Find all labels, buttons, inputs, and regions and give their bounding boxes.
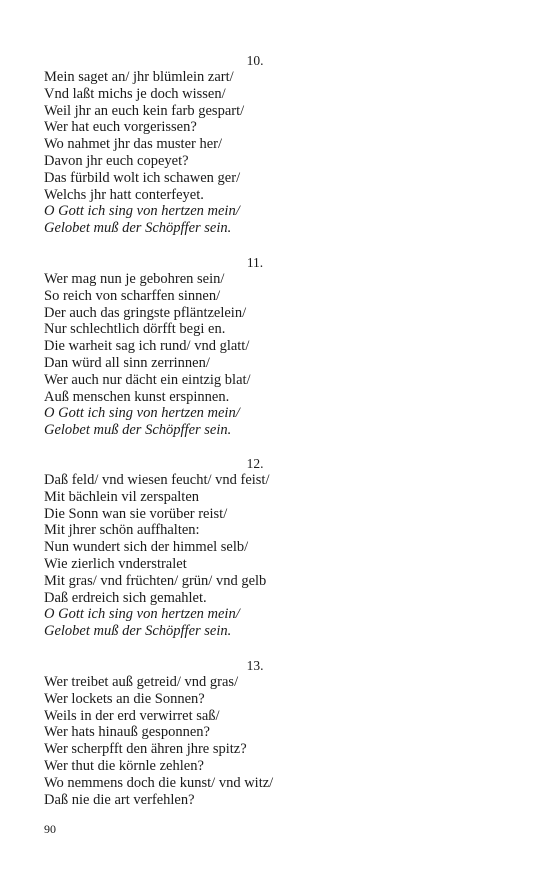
verse-line: Mit jhrer schön auffhalten: (44, 522, 200, 539)
refrain-line: Gelobet muß der Schöpffer sein. (44, 422, 232, 439)
verse-line: Wie zierlich vnderstralet (44, 555, 187, 572)
verse-line: Wer thut die körnle zehlen? (44, 757, 204, 774)
page-number: 90 (44, 822, 56, 836)
verse-line: Weils in der erd verwirret saß/ (44, 707, 220, 724)
verse-line: Wer hats hinauß gesponnen? (44, 724, 210, 741)
verse-line: Daß nie die art verfehlen? (44, 791, 195, 808)
verse-line: Wer hat euch vorgerissen? (44, 119, 197, 136)
verse-line: Wer treibet auß getreid/ vnd gras/ (44, 674, 239, 690)
refrain-line: Gelobet muß der Schöpffer sein. (44, 623, 232, 640)
verse-line: Weil jhr an euch kein farb gespart/ (44, 102, 245, 119)
stanza-12 (44, 455, 484, 640)
stanza-number: 13. (246, 658, 264, 673)
stanza-11 (44, 254, 484, 439)
refrain-line: O Gott ich sing von hertzen mein/ (44, 203, 240, 220)
stanza-number: 12. (246, 456, 264, 471)
verse-line: Die warheit sag ich rund/ vnd glatt/ (44, 338, 250, 355)
stanza-number: 10. (246, 53, 264, 68)
refrain-line: O Gott ich sing von hertzen mein/ (44, 606, 240, 623)
verse-line: Mein saget an/ jhr blümlein zart/ (44, 69, 234, 85)
verse-line: Wer mag nun je gebohren sein/ (44, 271, 225, 287)
verse-line: Die Sonn wan sie vorüber reist/ (44, 505, 228, 522)
verse-line: Nur schlechtlich dörfft begi en. (44, 321, 226, 338)
verse-line: Wer auch nur dächt ein eintzig blat/ (44, 371, 251, 388)
verse-line: Daß erdreich sich gemahlet. (44, 589, 207, 606)
verse-line: Mit gras/ vnd früchten/ grün/ vnd gelb (44, 572, 267, 589)
verse-line: Vnd laßt michs je doch wissen/ (44, 85, 226, 102)
verse-line: So reich von scharffen sinnen/ (44, 287, 221, 304)
verse-line: Auß menschen kunst erspinnen. (44, 388, 230, 405)
verse-line: Das fürbild wolt ich schawen ger/ (44, 169, 241, 186)
verse-line: Nun wundert sich der himmel selb/ (44, 539, 249, 556)
verse-line: Mit bächlein vil zerspalten (44, 488, 200, 505)
stanza-number: 11. (246, 255, 264, 270)
verse-line: Wer lockets an die Sonnen? (44, 690, 205, 707)
verse-line: Wer scherpfft den ähren jhre spitz? (44, 741, 247, 758)
verse-line: Dan würd all sinn zerrinnen/ (44, 354, 210, 371)
verse-line: Daß feld/ vnd wiesen feucht/ vnd feist/ (44, 472, 270, 488)
verse-line: Der auch das gringste pfläntzelein/ (44, 304, 247, 321)
refrain-line: Gelobet muß der Schöpffer sein. (44, 220, 232, 237)
verse-line: Wo nahmet jhr das muster her/ (44, 136, 223, 153)
verse-line: Davon jhr euch copeyet? (44, 152, 189, 169)
refrain-line: O Gott ich sing von hertzen mein/ (44, 405, 240, 422)
verse-line: Welchs jhr hatt conterfeyet. (44, 186, 204, 203)
stanza-10 (44, 52, 484, 237)
stanza-13 (44, 657, 484, 808)
verse-line: Wo nemmens doch die kunst/ vnd witz/ (44, 774, 274, 791)
